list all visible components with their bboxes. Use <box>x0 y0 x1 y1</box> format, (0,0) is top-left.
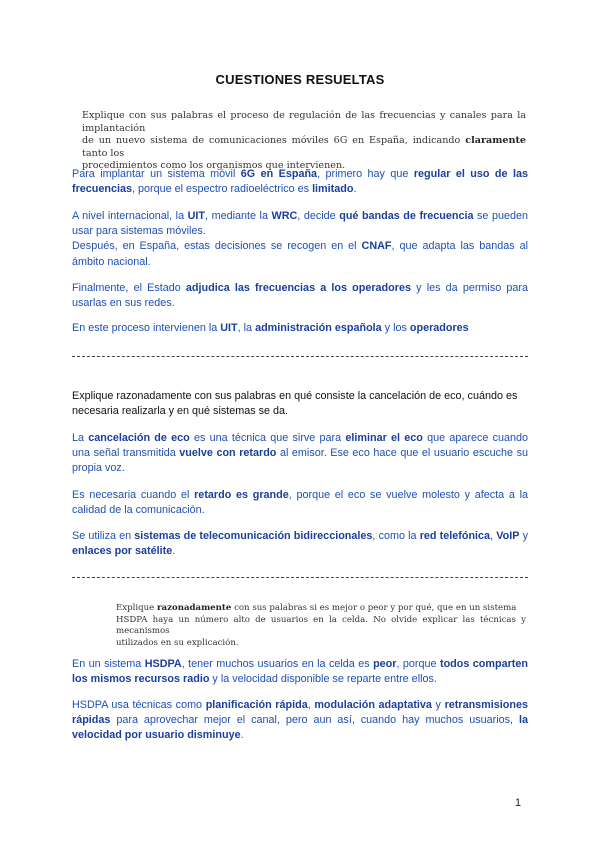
text-run: con sus palabras si es mejor o peor y por qué, que en un sistema <box>231 603 517 613</box>
text-run: A nivel internacional, la <box>72 210 188 222</box>
text-run: Explique <box>116 603 157 613</box>
question-1-emphasis: claramente <box>465 135 526 147</box>
question-2: Explique razonadamente con sus palabras en qué consiste la cancelación de eco, cuándo es necesaria realizarla y en qué sistemas se da. <box>72 390 518 418</box>
text-run: , <box>490 530 497 542</box>
question-3-emphasis: razonadamente <box>156 603 232 613</box>
text-run: . <box>353 183 357 196</box>
text-run: HSDPA usa técnicas como <box>72 699 206 711</box>
text-run: se pueden usar para sistemas móviles. <box>72 210 528 238</box>
question-3-line-3: utilizados en su explicación. <box>116 637 239 648</box>
highlight-term: CNAF <box>361 240 392 253</box>
highlight-term: todos comparten los mismos recursos radio <box>72 658 529 686</box>
text-run: es una técnica que sirve para <box>189 432 346 444</box>
text-run: y les da permiso para usarlas en sus redes. <box>72 282 528 310</box>
highlight-term: planificación rápida <box>205 699 308 711</box>
question-1-line-2a: de un nuevo sistema de comunicaciones móviles 6G en España, indicando <box>82 135 466 147</box>
question-3-line-2: HSDPA haya un número alto de usuarios en la celda. No olvide explicar las técnicas y mecanismos <box>116 614 526 637</box>
page-number: 1 <box>515 797 522 809</box>
text-run: , que adapta las bandas al ámbito nacional. <box>72 240 528 268</box>
text-run: , tener muchos usuarios en la celda es <box>181 658 374 670</box>
text-run: En este proceso intervienen la <box>72 322 221 334</box>
text-run: , mediante la <box>205 210 272 222</box>
text-run: y los <box>381 322 410 334</box>
text-run: , la <box>237 322 256 334</box>
answer-3-paragraph-1 <box>72 657 528 687</box>
highlight-term: WRC <box>271 210 298 222</box>
text-run: Después, en España, estas decisiones se recogen en el <box>72 240 362 253</box>
text-run: Se utiliza en <box>72 530 135 542</box>
question-1-line-1: Explique con sus palabras el proceso de regulación de las frecuencias y canales para la implantación <box>82 110 526 134</box>
answer-2-paragraph-3 <box>72 529 528 559</box>
text-run: Finalmente, el Estado <box>72 282 186 294</box>
highlight-term: 6G en España <box>240 168 318 180</box>
text-run: y la velocidad disponible se reparte entre ellos. <box>209 673 437 686</box>
highlight-term: operadores <box>409 322 469 334</box>
highlight-term: adjudica las frecuencias a los operadores <box>185 282 411 294</box>
answer-2-paragraph-2 <box>72 488 528 518</box>
highlight-term: qué bandas de frecuencia <box>339 210 474 222</box>
question-1 <box>82 110 526 173</box>
highlight-term: retransmisiones rápidas <box>72 699 528 727</box>
answer-1-paragraph-2 <box>72 209 528 270</box>
text-run: Es necesaria cuando el <box>72 489 195 501</box>
text-run: que aparece cuando una señal transmitida <box>72 432 529 460</box>
answer-1-paragraph-4 <box>72 321 528 336</box>
page-title: CUESTIONES RESUELTAS <box>215 72 385 87</box>
text-run: , porque el espectro radioeléctrico es <box>132 183 313 196</box>
question-3 <box>116 603 526 649</box>
highlight-term: eliminar el eco <box>345 432 423 444</box>
text-run: , decide <box>297 210 340 222</box>
text-run: La <box>72 432 89 444</box>
highlight-term: UIT <box>220 322 238 334</box>
highlight-term: retardo es grande <box>194 489 289 501</box>
text-run: . <box>172 545 176 558</box>
highlight-term: HSDPA <box>144 658 182 670</box>
highlight-term: vuelve con retardo <box>179 447 277 460</box>
text-run: , primero hay que <box>317 168 414 180</box>
highlight-term: peor <box>373 658 397 670</box>
section-separator <box>72 577 528 578</box>
text-run: . <box>240 729 244 742</box>
question-1-line-3: procedimientos como los organismos que intervienen. <box>82 160 346 172</box>
highlight-term: red telefónica <box>419 530 491 542</box>
text-run: Para implantar un sistema móvil <box>72 168 241 180</box>
answer-2-paragraph-1 <box>72 431 528 477</box>
highlight-term: limitado <box>312 183 354 196</box>
highlight-term: cancelación de eco <box>88 432 190 444</box>
answer-3-paragraph-2 <box>72 698 528 744</box>
text-run: y <box>431 699 445 711</box>
highlight-term: UIT <box>187 210 206 222</box>
text-run: , como la <box>372 530 420 542</box>
highlight-term: sistemas de telecomunicación bidireccionales <box>134 530 373 542</box>
highlight-term: administración española <box>255 322 382 334</box>
question-1-line-2c: tanto los <box>82 147 125 159</box>
highlight-term: regular el uso de las frecuencias <box>72 168 528 196</box>
text-run: al emisor. Ese eco hace que el usuario escuche su propia voz. <box>72 447 528 475</box>
section-separator <box>72 356 528 357</box>
text-run: para aprovechar mejor el canal, pero aun así, cuando hay muchos usuarios, <box>110 714 519 727</box>
answer-1-paragraph-1 <box>72 167 528 197</box>
text-run: , porque el eco se vuelve molesto y afecta a la calidad de la comunicación. <box>72 489 528 517</box>
text-run: , <box>307 699 315 711</box>
highlight-term: la velocidad por usuario disminuye <box>72 714 528 742</box>
text-run: , porque <box>396 658 440 670</box>
highlight-term: modulación adaptativa <box>314 699 432 711</box>
highlight-term: VoIP <box>496 530 520 542</box>
text-run: y <box>519 530 528 542</box>
text-run: En un sistema <box>72 658 145 670</box>
answer-1-paragraph-3 <box>72 281 528 311</box>
highlight-term: enlaces por satélite <box>72 545 173 558</box>
